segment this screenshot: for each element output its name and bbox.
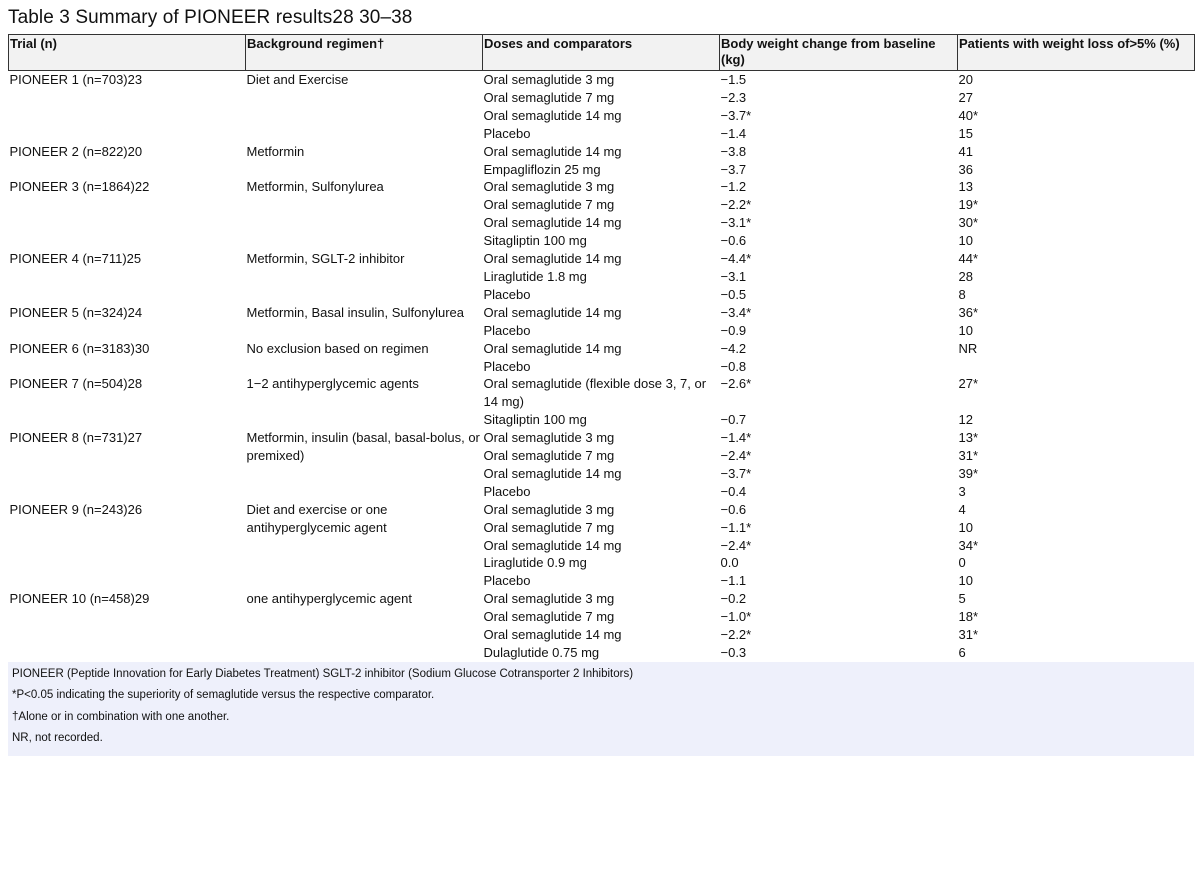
dose-cell: Placebo [483,286,531,302]
weight-change-cell: −0.4 [720,483,747,499]
trial-cell: PIONEER 4 (n=711)25 [9,251,142,267]
dose-cell: Oral semaglutide 14 mg [483,107,622,123]
weight-change-cell: −3.1 [720,268,747,284]
weight-change-cell: 0.0 [720,555,739,571]
weight-loss-percent-cell: 10 [958,573,973,589]
dose-cell: Sitagliptin 100 mg [483,412,587,428]
weight-change-cell: −3.7* [720,107,752,123]
weight-loss-percent-cell: 31* [958,448,979,464]
weight-loss-percent-cell: NR [958,340,978,356]
regimen-cell: Diet and Exercise [246,72,349,87]
weight-loss-percent-cell: 19* [958,197,979,213]
weight-loss-percent-cell: 39* [958,465,979,481]
header-weight-loss-percent: Patients with weight loss of>5% (%) [958,35,1195,71]
dose-cell: Oral semaglutide 7 mg [483,519,615,535]
dose-cell: Oral semaglutide 14 mg [483,627,622,643]
regimen-cell: Diet and exercise or one antihyperglycemic agent [246,501,388,535]
weight-loss-percent-cell: 30* [958,215,979,231]
weight-change-cell: −3.1* [720,215,752,231]
regimen-cell: one antihyperglycemic agent [246,591,412,607]
weight-change-cell: −2.3 [720,89,747,105]
regimen-cell: Metformin, SGLT-2 inhibitor [246,251,405,267]
table-row [9,304,1195,322]
dose-cell: Oral semaglutide 14 mg [483,340,622,356]
weight-change-cell: −1.4 [720,125,747,141]
weight-loss-percent-cell: 36* [958,304,979,320]
trial-cell: PIONEER 6 (n=3183)30 [9,340,150,356]
trial-cell: PIONEER 1 (n=703)23 [9,72,143,87]
dose-cell: Oral semaglutide 3 mg [483,591,615,607]
footnote-line: NR, not recorded. [12,732,103,745]
weight-change-cell: −0.6 [720,501,747,517]
table-row [9,71,1195,89]
dose-cell: Oral semaglutide 7 mg [483,89,615,105]
table-row [9,340,1195,358]
dose-cell: Oral semaglutide 3 mg [483,179,615,195]
weight-loss-percent-cell [958,358,1195,376]
trial-cell: PIONEER 2 (n=822)20 [9,143,143,159]
footnote-line: *P<0.05 indicating the superiority of semaglutide versus the respective comparator. [12,689,435,702]
weight-change-cell: −4.4* [720,251,752,267]
table-row [9,143,1195,161]
weight-loss-percent-cell: 18* [958,609,979,625]
table-row [9,178,1195,196]
weight-change-cell: −2.2* [720,627,752,643]
weight-loss-percent-cell: 13 [958,179,973,195]
weight-loss-percent-cell: 15 [958,125,973,141]
dose-cell: Oral semaglutide 14 mg [483,465,622,481]
weight-loss-percent-cell: 8 [958,286,966,302]
dose-cell: Oral semaglutide 14 mg [483,143,622,159]
weight-loss-percent-cell: 4 [958,501,966,517]
weight-loss-percent-cell: 3 [958,483,966,499]
weight-change-cell: −0.8 [720,358,747,374]
table-body [9,71,1195,662]
weight-change-cell: −1.5 [720,72,747,87]
weight-loss-percent-cell: 44* [958,251,979,267]
regimen-cell: 1−2 antihyperglycemic agents [246,376,419,392]
header-row [9,35,1195,71]
weight-change-cell: −0.9 [720,322,747,338]
table-row [9,250,1195,268]
table-row [9,501,1195,519]
dose-cell: Oral semaglutide 7 mg [483,609,615,625]
weight-change-cell: −1.4* [720,430,752,446]
weight-change-cell: −1.1* [720,519,752,535]
weight-loss-percent-cell: 31* [958,627,979,643]
results-table [8,34,1195,662]
weight-loss-percent-cell: 34* [958,537,979,553]
weight-loss-percent-cell: 28 [958,268,973,284]
dose-cell: Oral semaglutide 3 mg [483,430,615,446]
dose-cell: Placebo [483,358,531,374]
dose-cell: Liraglutide 0.9 mg [483,555,587,571]
trial-cell: PIONEER 10 (n=458)29 [9,591,150,607]
weight-change-cell: −3.4* [720,304,752,320]
weight-loss-percent-cell: 6 [958,645,966,660]
weight-change-cell: −2.2* [720,197,752,213]
weight-change-cell: −1.1 [720,573,747,589]
weight-loss-percent-cell: 27 [958,89,973,105]
weight-change-cell: −0.7 [720,412,747,428]
dose-cell: Empagliflozin 25 mg [483,161,601,177]
weight-loss-percent-cell: 41 [958,143,973,159]
weight-change-cell: −0.5 [720,286,747,302]
dose-cell: Placebo [483,483,531,499]
weight-change-cell: −0.3 [720,645,747,660]
weight-loss-percent-cell: 27* [958,376,979,392]
dose-cell: Placebo [483,125,531,141]
weight-change-cell: −1.2 [720,179,747,195]
dose-cell: Oral semaglutide 14 mg [483,537,622,553]
dose-cell: Oral semaglutide (flexible dose 3, 7, or 14 mg) [483,376,707,410]
dose-cell: Oral semaglutide 14 mg [483,215,622,231]
weight-change-cell: −2.4* [720,537,752,553]
weight-loss-percent-cell: 36 [958,161,973,177]
trial-cell: PIONEER 3 (n=1864)22 [9,179,150,195]
table-row [9,375,1195,411]
footnote-line: †Alone or in combination with one another. [12,710,230,723]
weight-change-cell: −0.6 [720,233,747,249]
dose-cell: Dulaglutide 0.75 mg [483,645,600,660]
weight-change-cell: −1.0* [720,609,752,625]
weight-change-cell: −3.7* [720,465,752,481]
regimen-cell: No exclusion based on regimen [246,340,429,356]
table-row [9,429,1195,447]
table-row [9,590,1195,608]
trial-cell: PIONEER 7 (n=504)28 [9,376,143,392]
dose-cell: Sitagliptin 100 mg [483,233,587,249]
regimen-cell: Metformin, Sulfonylurea [246,179,384,195]
dose-cell: Oral semaglutide 14 mg [483,304,622,320]
weight-loss-percent-cell: 0 [958,555,966,571]
footnote-line: PIONEER (Peptide Innovation for Early Diabetes Treatment) SGLT-2 inhibitor (Sodium Glucose Cotransporter 2 Inhibitors) [12,667,634,680]
weight-loss-percent-cell: 10 [958,233,973,249]
header-background-regimen: Background regimen† [246,35,483,71]
trial-cell: PIONEER 9 (n=243)26 [9,501,143,517]
dose-cell: Liraglutide 1.8 mg [483,268,587,284]
weight-change-cell: −3.7 [720,161,747,177]
header-body-weight-change: Body weight change from baseline (kg) [720,35,958,71]
trial-cell: PIONEER 5 (n=324)24 [9,304,143,320]
weight-change-cell: −2.4* [720,448,752,464]
dose-cell: Oral semaglutide 7 mg [483,197,615,213]
weight-change-cell: −2.6* [720,376,752,392]
weight-loss-percent-cell: 5 [958,591,966,607]
weight-loss-percent-cell: 13* [958,430,979,446]
document [8,6,1194,756]
weight-change-cell: −0.2 [720,591,747,607]
header-doses-comparators: Doses and comparators [483,35,720,71]
weight-loss-percent-cell: 12 [958,412,973,428]
regimen-cell: Metformin [246,143,305,159]
weight-change-cell: −3.8 [720,143,747,159]
weight-loss-percent-cell: 10 [958,322,973,338]
dose-cell: Oral semaglutide 14 mg [483,251,622,267]
dose-cell: Placebo [483,573,531,589]
weight-loss-percent-cell: 40* [958,107,979,123]
dose-cell: Oral semaglutide 3 mg [483,501,615,517]
weight-loss-percent-cell: 20 [958,72,973,87]
header-trial: Trial (n) [9,35,246,71]
dose-cell: Oral semaglutide 3 mg [483,72,615,87]
trial-cell: PIONEER 8 (n=731)27 [9,430,143,446]
table-title: Table 3 Summary of PIONEER results28 30–38 [8,7,413,28]
regimen-cell: Metformin, Basal insulin, Sulfonylurea [246,304,464,320]
weight-change-cell: −4.2 [720,340,747,356]
dose-cell: Oral semaglutide 7 mg [483,448,615,464]
dose-cell: Placebo [483,322,531,338]
regimen-cell: Metformin, insulin (basal, basal-bolus, or premixed) [246,430,480,464]
footnotes [8,662,1194,756]
weight-loss-percent-cell: 10 [958,519,973,535]
